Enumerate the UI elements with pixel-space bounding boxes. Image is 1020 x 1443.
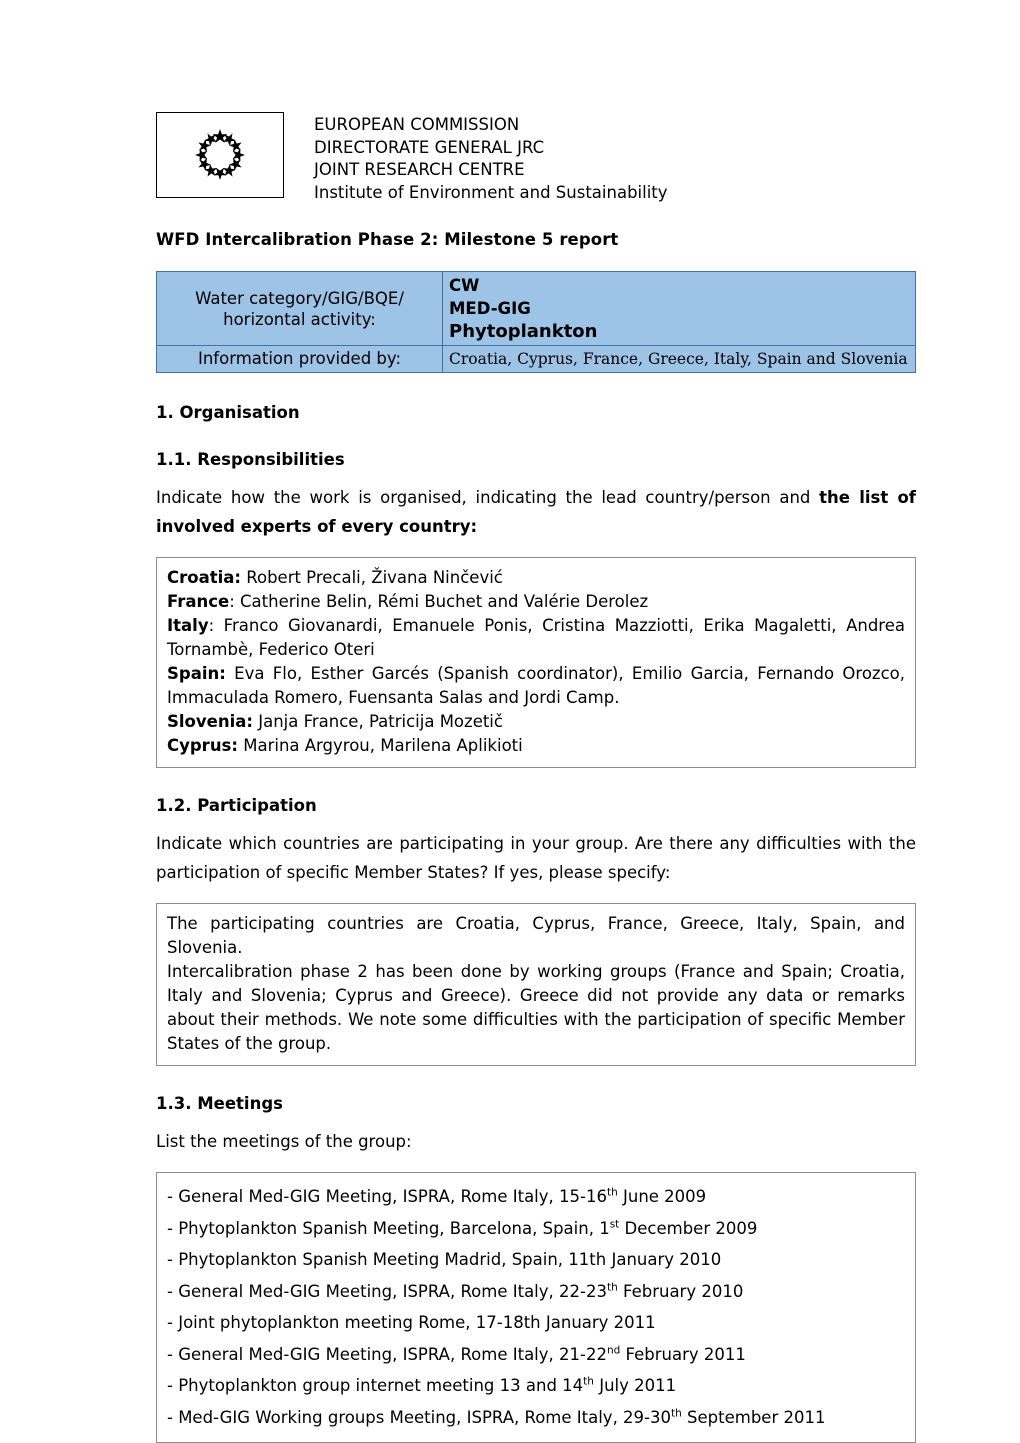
information-provided-by-value: Croatia, Cyprus, France, Greece, Italy, Spain and Slovenia: [443, 346, 916, 373]
header-line-4: Institute of Environment and Sustainability: [314, 182, 668, 202]
meeting-text-post: February 2010: [617, 1281, 744, 1301]
meeting-ordinal: th: [606, 1281, 618, 1293]
country-text-croatia: Robert Precali, Živana Ninčević: [241, 568, 503, 587]
meeting-text: - General Med-GIG Meeting, ISPRA, Rome Italy, 21-22: [167, 1344, 607, 1364]
commission-address-block: [314, 112, 668, 204]
experts-cyprus: [167, 734, 905, 758]
meeting-text-post: June 2009: [617, 1187, 707, 1206]
meeting-ordinal: st: [609, 1218, 620, 1230]
report-info-table: [156, 271, 916, 373]
header-line-1: EUROPEAN COMMISSION: [314, 115, 520, 134]
value-line-bqe: Phytoplankton: [449, 321, 598, 342]
responsibilities-answer-box: [156, 557, 916, 768]
list-item: [167, 1276, 905, 1308]
country-text-slovenia: Janja France, Patricija Mozetič: [252, 712, 503, 731]
meeting-text: - Joint phytoplankton meeting Rome, 17-18th January 2011: [167, 1313, 656, 1332]
meeting-text-post: September 2011: [681, 1407, 826, 1427]
participation-answer-box: [156, 903, 916, 1066]
table-row: [157, 272, 916, 346]
responsibilities-instruction: [156, 483, 916, 541]
information-provided-by-label: Information provided by:: [157, 346, 443, 373]
instruction-plain: Indicate how the work is organised, indicating the lead country/person and: [156, 488, 820, 507]
participation-answer-paragraph-2: Intercalibration phase 2 has been done by working groups (France and Spain; Croatia, Italy and Slovenia; Cyprus and Greece). Greece did not provide any data or remarks about their methods. We note some difficulties with the participation of specific Member States of the group.: [167, 962, 905, 1053]
document-content: [156, 112, 916, 1443]
list-item: [167, 1244, 905, 1276]
page-title: WFD Intercalibration Phase 2: Milestone 5 report: [156, 230, 619, 249]
meeting-ordinal: nd: [606, 1344, 621, 1356]
meeting-text: - Med-GIG Working groups Meeting, ISPRA, Rome Italy, 29-30: [167, 1407, 671, 1427]
country-text-spain: Eva Flo, Esther Garcés (Spanish coordinator), Emilio Garcia, Fernando Orozco, Immaculada Romero, Fuensanta Salas and Jordi Camp.: [167, 664, 905, 707]
header-line-2: DIRECTORATE GENERAL JRC: [314, 137, 545, 157]
eu-flag-icon: [156, 112, 284, 198]
meeting-text-post: February 2011: [620, 1344, 746, 1364]
country-label-slovenia: Slovenia:: [167, 712, 253, 731]
meeting-text: - General Med-GIG Meeting, ISPRA, Rome Italy, 15-16: [167, 1187, 607, 1206]
country-label-spain: Spain:: [167, 664, 226, 683]
list-item: [167, 1181, 905, 1213]
section-heading-organisation: 1. Organisation: [156, 403, 300, 422]
participation-instruction: Indicate which countries are participating in your group. Are there any difficulties with the participation of specific Member States? If yes, please specify:: [156, 834, 916, 882]
experts-italy: [167, 614, 905, 662]
table-row: [157, 346, 916, 373]
country-text-cyprus: Marina Argyrou, Marilena Aplikioti: [237, 736, 523, 755]
subsection-heading-participation: 1.2. Participation: [156, 796, 317, 815]
header-line-3: JOINT RESEARCH CENTRE: [314, 160, 525, 179]
list-item: [167, 1213, 905, 1245]
meeting-ordinal: th: [671, 1407, 682, 1419]
document-header: [156, 112, 916, 204]
country-label-france: France: [167, 592, 230, 611]
meeting-text-post: December 2009: [619, 1218, 758, 1238]
meetings-answer-box: [156, 1172, 916, 1443]
value-line-cw: CW: [449, 276, 480, 295]
meeting-ordinal: th: [606, 1186, 618, 1199]
participation-answer-paragraph-1: The participating countries are Croatia, Cyprus, France, Greece, Italy, Spain, and Slovenia.: [167, 914, 905, 957]
meeting-text-post: July 2011: [593, 1376, 677, 1395]
list-item: [167, 1307, 905, 1339]
country-label-italy: Italy: [167, 616, 209, 635]
list-item: [167, 1370, 905, 1402]
subsection-heading-responsibilities: 1.1. Responsibilities: [156, 450, 345, 469]
experts-croatia: [167, 566, 905, 590]
meeting-text: - Phytoplankton Spanish Meeting Madrid, Spain, 11th January 2010: [167, 1250, 722, 1269]
meetings-instruction: List the meetings of the group:: [156, 1132, 412, 1151]
list-item: [167, 1339, 905, 1371]
meeting-ordinal: th: [583, 1375, 594, 1388]
meeting-text: - Phytoplankton Spanish Meeting, Barcelona, Spain, 1: [167, 1218, 610, 1238]
meeting-text: - Phytoplankton group internet meeting 13 and 14: [167, 1376, 584, 1395]
experts-spain: [167, 662, 905, 710]
water-category-value: [443, 272, 916, 346]
subsection-heading-meetings: 1.3. Meetings: [156, 1094, 283, 1113]
experts-france: [167, 590, 905, 614]
instruction-bold: the list of involved experts of every country:: [156, 488, 916, 536]
country-text-france: : Catherine Belin, Rémi Buchet and Valérie Derolez: [229, 592, 649, 611]
water-category-label: Water category/GIG/BQE/ horizontal activity:: [157, 272, 443, 346]
experts-slovenia: [167, 710, 905, 734]
meeting-text: - General Med-GIG Meeting, ISPRA, Rome Italy, 22-23: [167, 1281, 607, 1301]
country-text-italy: : Franco Giovanardi, Emanuele Ponis, Cristina Mazziotti, Erika Magaletti, Andrea Tornambè, Federico Oteri: [167, 616, 905, 659]
country-label-cyprus: Cyprus:: [167, 736, 238, 755]
country-label-croatia: Croatia:: [167, 568, 241, 587]
value-line-gig: MED-GIG: [449, 299, 531, 318]
list-item: [167, 1402, 905, 1434]
